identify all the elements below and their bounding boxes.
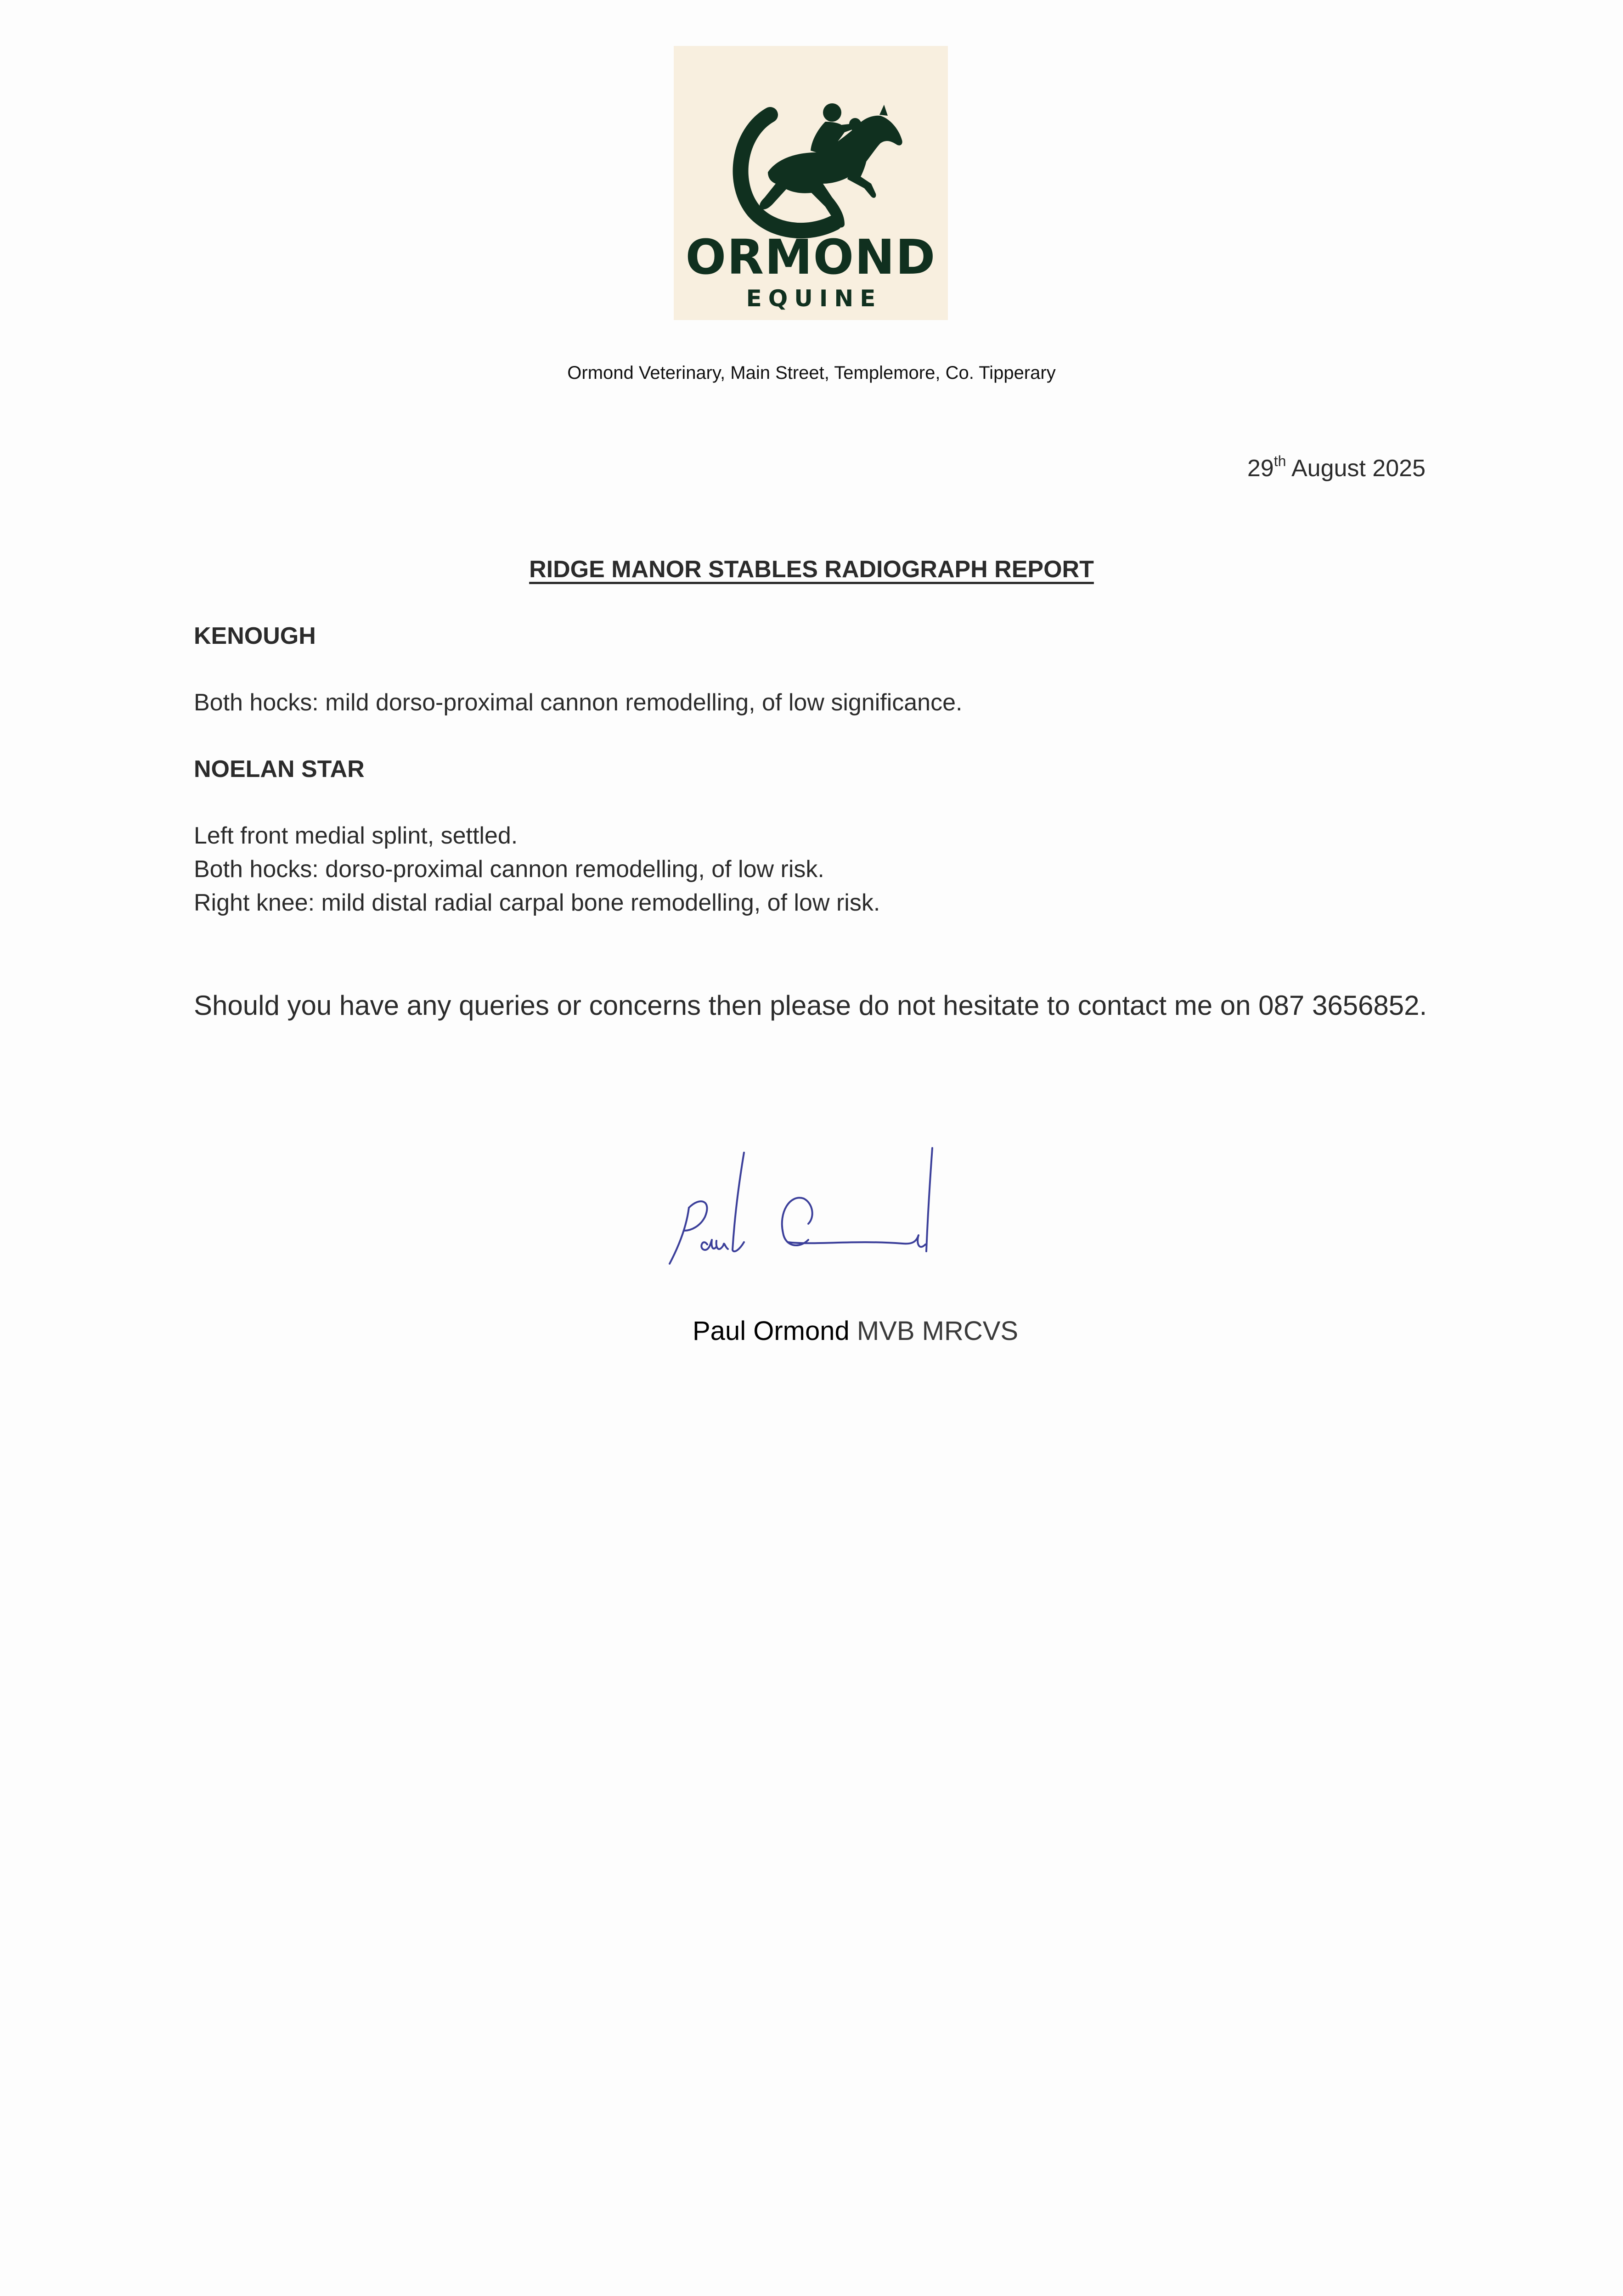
practice-address: Ormond Veterinary, Main Street, Templemore, Co. Tipperary	[567, 363, 1056, 383]
date-suffix: th	[1274, 453, 1286, 469]
handwritten-signature	[661, 1143, 960, 1272]
ormond-equine-logo	[674, 46, 948, 320]
signer-block	[693, 1316, 1018, 1346]
signer-name: Paul Ormond	[693, 1316, 850, 1346]
report-title: RIDGE MANOR STABLES RADIOGRAPH REPORT	[529, 556, 1094, 583]
letter-date	[1247, 455, 1426, 482]
finding-line: Both hocks: mild dorso-proximal cannon remodelling, of low significance.	[194, 689, 963, 716]
logo-wordmark: ORMOND	[685, 229, 936, 285]
finding-line: Both hocks: dorso-proximal cannon remodelling, of low risk.	[194, 856, 824, 883]
date-rest: August 2025	[1291, 455, 1426, 482]
finding-line: Left front medial splint, settled.	[194, 822, 518, 849]
logo-subword: EQUINE	[746, 285, 882, 312]
finding-line: Right knee: mild distal radial carpal bone remodelling, of low risk.	[194, 889, 880, 916]
horse-name-heading: NOELAN STAR	[194, 756, 365, 782]
signer-qualifications: MVB MRCVS	[857, 1316, 1019, 1346]
date-day: 29	[1247, 455, 1274, 482]
horse-name-heading: KENOUGH	[194, 623, 316, 649]
closing-remark: Should you have any queries or concerns then please do not hesitate to contact me on 087 3656852.	[194, 990, 1427, 1021]
